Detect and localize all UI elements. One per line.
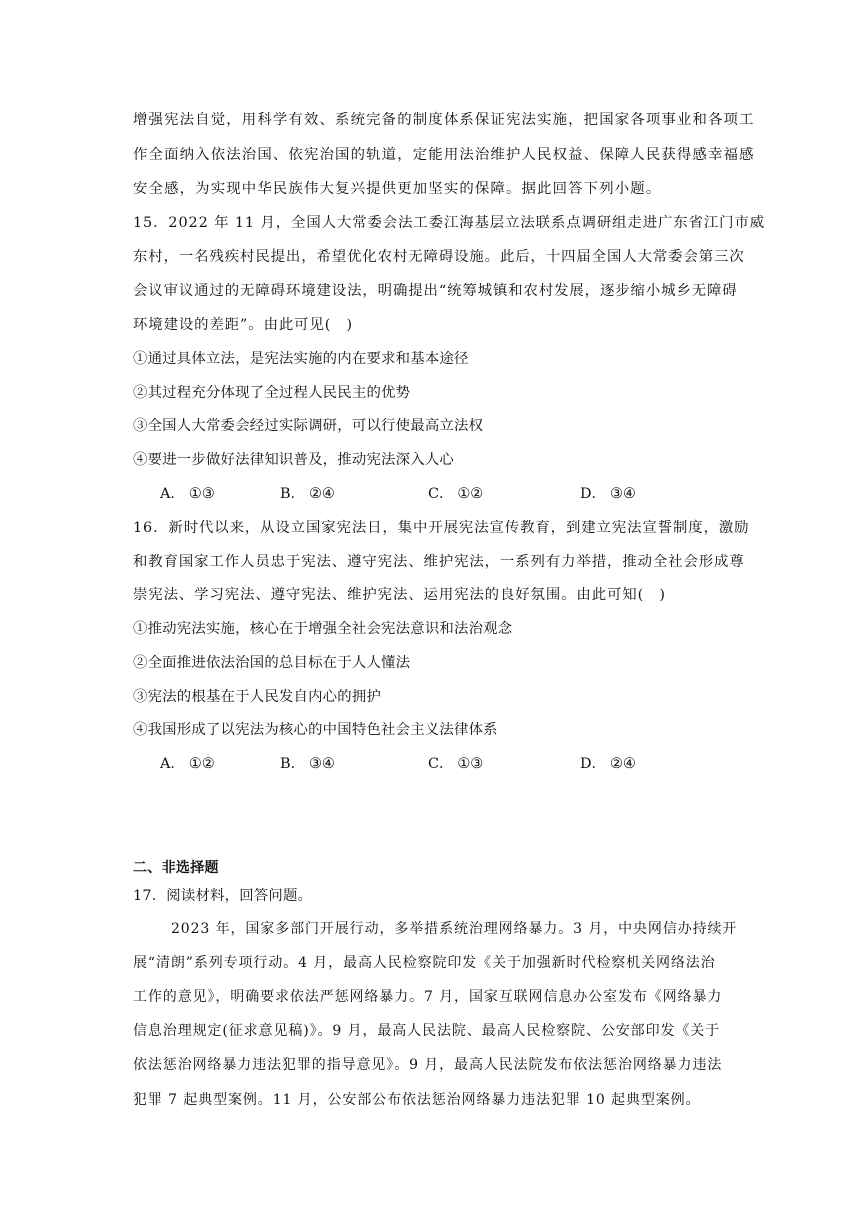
option-text: ③④ xyxy=(308,756,335,772)
material-line: 依法惩治网络暴力违法犯罪的指导意见》。9 月，最高人民法院发布依法惩治网络暴力违法 xyxy=(133,1057,723,1073)
material-line: 工作的意见》，明确要求依法严惩网络暴力。7 月，国家互联网信息办公室发布《网络暴力 xyxy=(133,989,723,1005)
question-15-stem: 环境建设的差距”。由此可见( ) xyxy=(133,317,354,333)
option-letter: A． xyxy=(160,486,185,502)
material-line: 犯罪 7 起典型案例。11 月，公安部公布依法惩治网络暴力违法犯罪 10 起典型案例。 xyxy=(133,1092,701,1108)
option-text: ②④ xyxy=(609,756,636,772)
material-line: 2023 年，国家多部门开展行动，多举措系统治理网络暴力。3 月，中央网信办持续开 xyxy=(171,921,738,937)
option-d[interactable] xyxy=(580,484,636,504)
option-c[interactable] xyxy=(428,484,483,504)
intro-line: 增强宪法自觉，用科学有效、系统完备的制度体系保证宪法实施，把国家各项事业和各项工 xyxy=(133,112,755,128)
question-16-statement: ②全面推进依法治国的总目标在于人人懂法 xyxy=(133,655,411,671)
option-d[interactable] xyxy=(580,754,636,774)
option-c[interactable] xyxy=(428,754,483,774)
question-15-statement: ④要进一步做好法律知识普及，推动宪法深入人心 xyxy=(133,452,454,468)
question-16-stem: 崇宪法、学习宪法、遵守宪法、维护宪法、运用宪法的良好氛围。由此可知( ) xyxy=(133,587,666,603)
question-16-statement: ①推动宪法实施，核心在于增强全社会宪法意识和法治观念 xyxy=(133,621,513,637)
question-15-stem: 东村，一名残疾村民提出，希望优化农村无障碍设施。此后，十四届全国人大常委会第三次 xyxy=(133,249,745,265)
intro-line: 安全感，为实现中华民族伟大复兴提供更加坚实的保障。据此回答下列小题。 xyxy=(133,181,662,197)
question-15-stem: 15．2022 年 11 月，全国人大常委会法工委江海基层立法联系点调研组走进广东省江门市威 xyxy=(133,215,766,231)
question-15-stem: 会议审议通过的无障碍环境建设法，明确提出“统筹城镇和农村发展，逐步缩小城乡无障碍 xyxy=(133,283,738,299)
option-text: ①② xyxy=(188,756,215,772)
option-text: ①③ xyxy=(457,756,484,772)
option-letter: D． xyxy=(580,486,606,502)
question-17-prompt: 17．阅读材料，回答问题。 xyxy=(133,888,313,904)
option-b[interactable] xyxy=(280,484,335,504)
question-15-statement: ③全国人大常委会经过实际调研，可以行使最高立法权 xyxy=(133,418,484,434)
question-15-options xyxy=(160,484,720,504)
option-b[interactable] xyxy=(280,754,335,774)
option-text: ①② xyxy=(457,486,484,502)
option-a[interactable] xyxy=(160,484,215,504)
option-letter: A． xyxy=(160,756,185,772)
question-15-statement: ②其过程充分体现了全过程人民民主的优势 xyxy=(133,385,411,401)
question-16-stem: 16．新时代以来，从设立国家宪法日，集中开展宪法宣传教育，到建立宪法宣誓制度，激励 xyxy=(133,520,750,536)
option-text: ②④ xyxy=(308,486,335,502)
section-heading: 二、非选择题 xyxy=(133,860,219,876)
question-16-statement: ④我国形成了以宪法为核心的中国特色社会主义法律体系 xyxy=(133,722,498,738)
question-15-statement: ①通过具体立法，是宪法实施的内在要求和基本途径 xyxy=(133,351,469,367)
question-16-options xyxy=(160,754,720,774)
option-letter: D． xyxy=(580,756,606,772)
question-16-stem: 和教育国家工作人员忠于宪法、遵守宪法、维护宪法，一系列有力举措，推动全社会形成尊 xyxy=(133,554,745,570)
option-letter: B． xyxy=(280,486,305,502)
option-letter: B． xyxy=(280,756,305,772)
material-line: 信息治理规定(征求意见稿)》。9 月，最高人民法院、最高人民检察院、公安部印发《关于 xyxy=(133,1023,721,1039)
intro-line: 作全面纳入依法治国、依宪治国的轨道，定能用法治维护人民权益、保障人民获得感幸福感 xyxy=(133,147,755,163)
option-text: ①③ xyxy=(188,486,215,502)
option-letter: C． xyxy=(428,486,454,502)
option-a[interactable] xyxy=(160,754,215,774)
option-letter: C． xyxy=(428,756,454,772)
material-line: 展“清朗”系列专项行动。4 月，最高人民检察院印发《关于加强新时代检察机关网络法治 xyxy=(133,955,716,971)
question-16-statement: ③宪法的根基在于人民发自内心的拥护 xyxy=(133,689,382,705)
option-text: ③④ xyxy=(609,486,636,502)
